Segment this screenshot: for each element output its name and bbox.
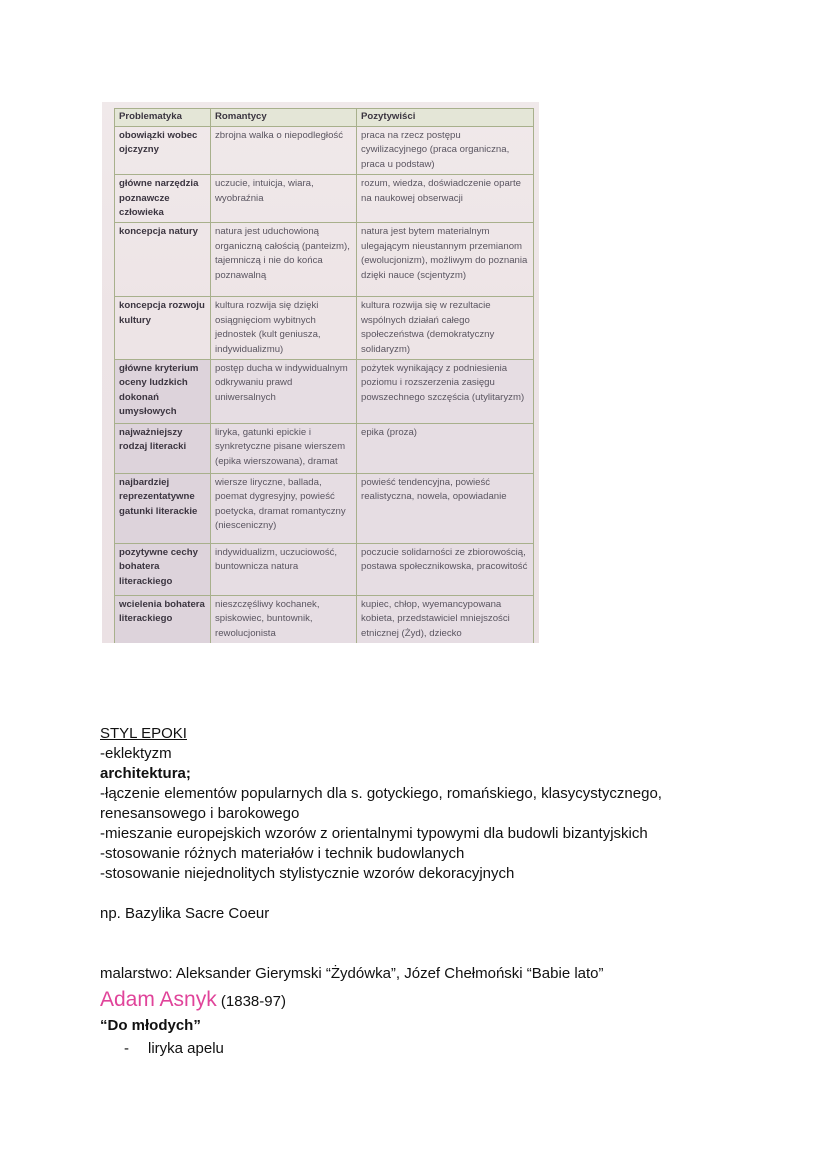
row-romantycy: wiersze liryczne, ballada, poemat dygresyjny, powieść poetycka, dramat romantyczny (niesceniczny): [211, 474, 357, 544]
row-category: wcielenia bohatera literackiego: [115, 596, 211, 643]
note-line: -eklektyzm: [100, 745, 172, 762]
row-category: koncepcja natury: [115, 223, 211, 297]
row-romantycy: uczucie, intuicja, wiara, wyobraźnia: [211, 175, 357, 223]
table-row: [115, 223, 534, 297]
row-category: pozytywne cechy bohatera literackiego: [115, 544, 211, 596]
row-pozytywisci: poczucie solidarności ze zbiorowością, postawa społecznikowska, pracowitość: [357, 544, 534, 596]
header-romantycy: Romantycy: [211, 109, 357, 127]
row-category: obowiązki wobec ojczyzny: [115, 127, 211, 175]
note-line: -łączenie elementów popularnych dla s. gotyckiego, romańskiego, klasycystycznego,: [100, 785, 662, 802]
comparison-table: [114, 108, 534, 643]
note-line: -stosowanie różnych materiałów i technik budowlanych: [100, 845, 465, 862]
table-row: [115, 360, 534, 424]
table-row: [115, 297, 534, 360]
table-header-row: [115, 109, 534, 127]
row-romantycy: postęp ducha w indywidualnym odkrywaniu prawd uniwersalnych: [211, 360, 357, 424]
table-row: [115, 175, 534, 223]
table-row: [115, 596, 534, 643]
row-category: najważniejszy rodzaj literacki: [115, 424, 211, 474]
row-pozytywisci: powieść tendencyjna, powieść realistyczna, nowela, opowiadanie: [357, 474, 534, 544]
note-line: renesansowego i barokowego: [100, 805, 300, 822]
row-pozytywisci: kupiec, chłop, wyemancypowana kobieta, przedstawiciel mniejszości etnicznej (Żyd), dziecko: [357, 596, 534, 643]
row-category: koncepcja rozwoju kultury: [115, 297, 211, 360]
row-pozytywisci: natura jest bytem materialnym ulegającym nieustannym przemianom (ewolucjonizm), możliwym do poznania dzięki nauce (scjentyzm): [357, 223, 534, 297]
note-line: -mieszanie europejskich wzorów z orientalnymi typowymi dla budowli bizantyjskich: [100, 825, 648, 842]
table-photo: [102, 102, 539, 643]
row-romantycy: nieszczęśliwy kochanek, spiskowiec, buntownik, rewolucjonista: [211, 596, 357, 643]
row-romantycy: zbrojna walka o niepodległość: [211, 127, 357, 175]
row-category: główne kryterium oceny ludzkich dokonań umysłowych: [115, 360, 211, 424]
row-category: główne narzędzia poznawcze człowieka: [115, 175, 211, 223]
table-row: [115, 544, 534, 596]
table-row: [115, 474, 534, 544]
table-row: [115, 424, 534, 474]
row-pozytywisci: pożytek wynikający z podniesienia poziomu i rozszerzenia zasięgu powszechnego szczęścia (utylitaryzm): [357, 360, 534, 424]
subheading: architektura;: [100, 765, 191, 782]
poem-title: “Do młodych”: [100, 1017, 201, 1034]
author-dates: (1838-97): [220, 993, 286, 1010]
row-romantycy: indywidualizm, uczuciowość, buntowniczа natura: [211, 544, 357, 596]
row-pozytywisci: praca na rzecz postępu cywilizacyjnego (praca organiczna, praca u podstaw): [357, 127, 534, 175]
row-romantycy: natura jest uduchowioną organiczną całością (panteizm), tajemniczą i nie do końca poznawalną: [211, 223, 357, 297]
row-pozytywisci: kultura rozwija się w rezultacie wspólnych działań całego społeczeństwa (demokratyczny solidaryzm): [357, 297, 534, 360]
author-line: [100, 986, 286, 1016]
header-pozytywisci: Pozytywiści: [357, 109, 534, 127]
example-line: np. Bazylika Sacre Coeur: [100, 905, 270, 922]
painting-line: malarstwo: Aleksander Gierymski “Żydówka”, Józef Chełmoński “Babie lato”: [100, 965, 604, 982]
bullet-marker: -: [124, 1040, 129, 1057]
row-pozytywisci: rozum, wiedza, doświadczenie oparte na naukowej obserwacji: [357, 175, 534, 223]
row-category: najbardziej reprezentatywne gatunki literackie: [115, 474, 211, 544]
table-row: [115, 127, 534, 175]
row-romantycy: kultura rozwija się dzięki osiągnięciom wybitnych jednostek (kult geniusza, indywidualizmu): [211, 297, 357, 360]
author-name: Adam Asnyk: [100, 988, 217, 1011]
note-line: -stosowanie niejednolitych stylistycznie wzorów dekoracyjnych: [100, 865, 515, 882]
header-problematyka: Problematyka: [115, 109, 211, 127]
row-pozytywisci: epika (proza): [357, 424, 534, 474]
bullet-item: liryka apelu: [148, 1040, 224, 1057]
row-romantycy: liryka, gatunki epickie i synkretyczne pisane wierszem (epika wierszowana), dramat: [211, 424, 357, 474]
section-heading: STYL EPOKI: [100, 725, 187, 742]
